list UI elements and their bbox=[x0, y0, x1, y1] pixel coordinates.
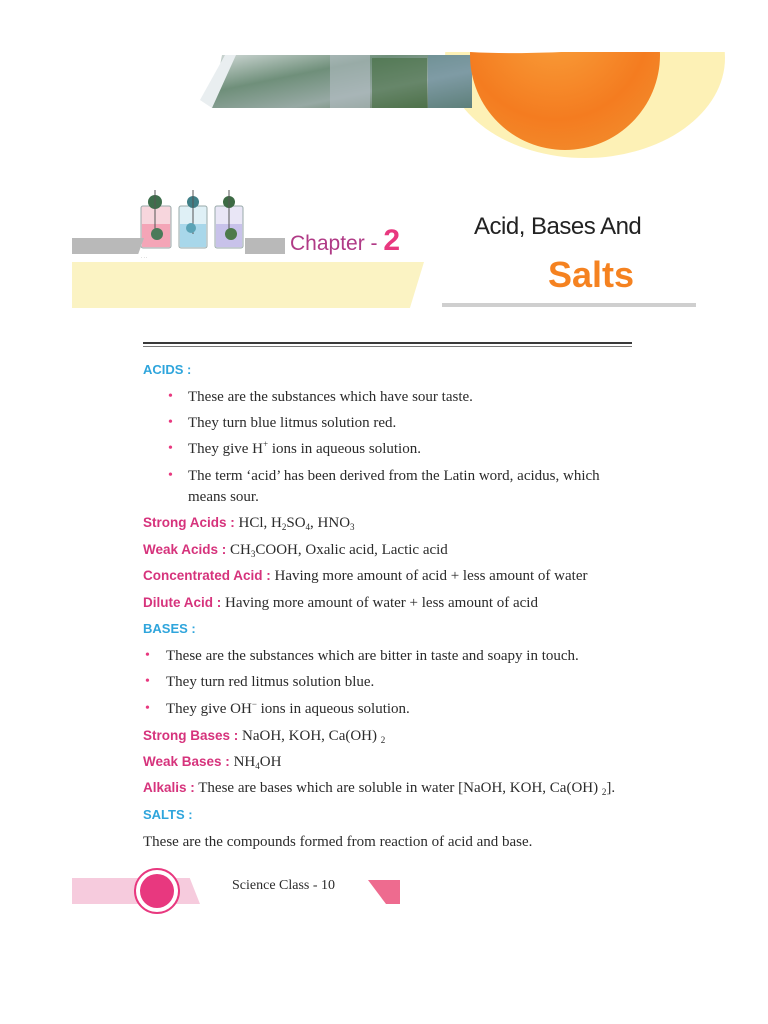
divider-rule bbox=[143, 342, 632, 344]
oh-prefix: They give OH bbox=[166, 701, 252, 717]
chapter-title-line2: Salts bbox=[547, 254, 634, 295]
salts-heading: SALTS : bbox=[143, 807, 193, 822]
dilute-acid-term: Dilute Acid : bbox=[143, 595, 222, 610]
bullet-icon: • bbox=[145, 701, 150, 716]
strong-bases-term: Strong Bases : bbox=[143, 728, 239, 743]
base-bullet-1: These are the substances which are bitter in taste and soapy in touch. bbox=[166, 648, 579, 664]
chapter-yellow-band bbox=[72, 262, 424, 308]
strong-acids-line: Strong Acids : HCl, $H_2SO_4$, $HNO_3$ bbox=[143, 515, 355, 532]
salts-text: These are the compounds formed from reaction of acid and base. bbox=[143, 834, 533, 850]
title-underline bbox=[442, 303, 696, 307]
alkalis-end: ]. bbox=[606, 780, 616, 796]
beaker-middle bbox=[179, 190, 207, 248]
weak-acids-term: Weak Acids : bbox=[143, 542, 227, 557]
svg-text:· · ·: · · · bbox=[141, 255, 148, 260]
strong-acids-text-b: SO bbox=[286, 515, 306, 531]
beaker-left bbox=[141, 190, 171, 248]
alkalis-text: These are bases which are soluble in water [NaOH, KOH, Ca(OH) bbox=[194, 780, 599, 796]
bullet-icon: • bbox=[168, 441, 173, 456]
page-circle-icon bbox=[133, 867, 181, 915]
bullet-icon: • bbox=[168, 468, 173, 483]
bases-heading: BASES : bbox=[143, 621, 196, 636]
concentrated-acid-line bbox=[143, 567, 587, 585]
acid-bullet-4: The term ‘acid’ has been derived from the Latin word, acidus, which bbox=[188, 468, 600, 484]
strong-acids-text-c: , HNO bbox=[310, 515, 351, 531]
acids-heading: ACIDS : bbox=[143, 362, 192, 377]
bullet-icon: • bbox=[168, 389, 173, 404]
weak-bases-text-b: OH bbox=[259, 754, 282, 770]
dilute-acid-line bbox=[143, 594, 538, 612]
acid-bullet-2: They turn blue litmus solution red. bbox=[188, 415, 397, 431]
weak-bases-text: NH bbox=[229, 754, 256, 770]
chapter-band-left bbox=[72, 238, 144, 254]
chapter-label bbox=[290, 224, 400, 258]
strong-acids-term: Strong Acids : bbox=[143, 515, 235, 530]
h-ion-rest: ions in aqueous solution. bbox=[271, 441, 421, 457]
banner-top-arc bbox=[0, 0, 768, 170]
alkalis-line: Alkalis : These are bases which are soluble in water [NaOH, KOH, Ca(OH) $_2$]. bbox=[143, 780, 616, 797]
chapter-prefix: Chapter - bbox=[290, 232, 384, 255]
bullet-icon: • bbox=[145, 648, 150, 663]
weak-acids-text-b: COOH, Oxalic acid, Lactic acid bbox=[255, 542, 448, 558]
strong-acids-text: HCl, H bbox=[234, 515, 282, 531]
strong-bases-text: NaOH, KOH, Ca(OH) bbox=[238, 728, 378, 744]
acid-bullet-3: They give H+ ions in aqueous solution. bbox=[188, 439, 421, 457]
chapter-number: 2 bbox=[383, 224, 401, 257]
base-bullet-3: They give OH− ions in aqueous solution. bbox=[166, 699, 410, 717]
divider-rule-thin bbox=[143, 346, 632, 347]
footer-marker-icon bbox=[368, 880, 400, 904]
weak-acids-line: Weak Acids : $CH_3COOH$, Oxalic acid, Lactic acid bbox=[143, 542, 448, 559]
acid-bullet-4-cont: means sour. bbox=[188, 489, 259, 505]
weak-bases-line: Weak Bases : $NH_4OH$ bbox=[143, 754, 282, 771]
concentrated-acid-term: Concentrated Acid : bbox=[143, 568, 271, 583]
oh-rest: ions in aqueous solution. bbox=[256, 701, 410, 717]
weak-bases-term: Weak Bases : bbox=[143, 754, 230, 769]
beakers-illustration bbox=[135, 184, 247, 264]
chapter-band-right bbox=[245, 238, 285, 254]
base-bullet-2: They turn red litmus solution blue. bbox=[166, 674, 375, 690]
h-ion-prefix: They give H bbox=[188, 441, 263, 457]
concentrated-acid-text: Having more amount of acid + less amount of water bbox=[270, 568, 588, 584]
alkalis-term: Alkalis : bbox=[143, 780, 195, 795]
dilute-acid-text: Having more amount of water + less amount of acid bbox=[221, 595, 538, 611]
acid-bullet-1: These are the substances which have sour taste. bbox=[188, 389, 473, 405]
strong-bases-line: Strong Bases : NaOH, KOH, Ca(OH) $_2$ bbox=[143, 728, 386, 745]
weak-acids-text: CH bbox=[226, 542, 251, 558]
bullet-icon: • bbox=[168, 415, 173, 430]
beaker-right bbox=[215, 190, 243, 248]
bullet-icon: • bbox=[145, 674, 150, 689]
chapter-title-line1: Acid, Bases And bbox=[474, 213, 642, 240]
footer-text: Science Class - 10 bbox=[232, 878, 336, 893]
